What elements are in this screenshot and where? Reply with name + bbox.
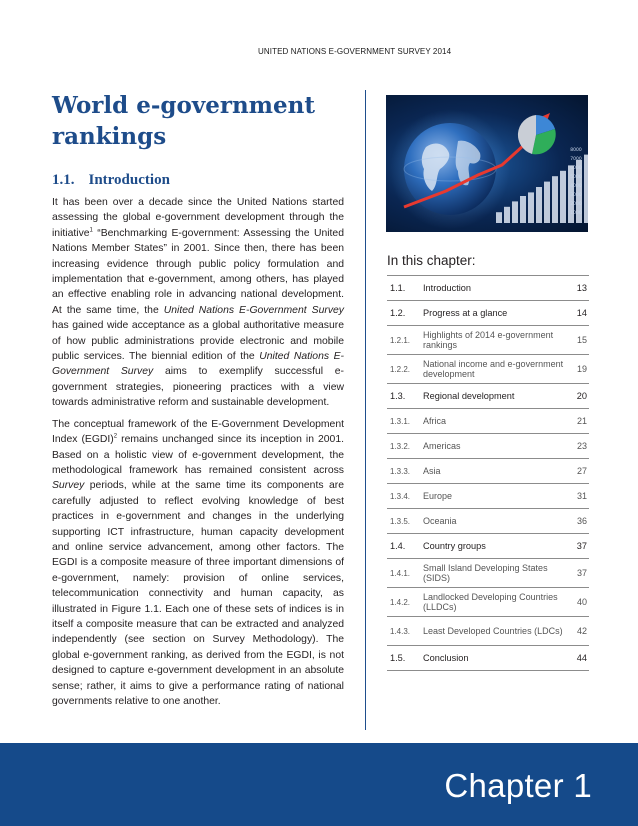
toc-entry-number: 1.5. <box>390 653 406 663</box>
p1-text-4: aims to exemplify successful e-government strategies, pioneering practices with a view towards administrative reform and sustainable development. <box>52 366 345 409</box>
toc-entry[interactable] <box>387 275 589 300</box>
footnote-1: 1 <box>89 227 93 234</box>
scale-label: 3000 <box>570 193 582 198</box>
title-line-1: World e-government <box>52 92 315 119</box>
scale-label: 6000 <box>570 166 582 171</box>
toc-entry-title: Asia <box>423 465 441 476</box>
title-line-2: rankings <box>52 123 167 150</box>
survey-title-1: United Nations E-Government Survey <box>163 304 344 316</box>
toc-entry[interactable] <box>387 458 589 483</box>
illustration-bar <box>496 212 502 223</box>
toc-entry-title: Progress at a glance <box>423 307 508 318</box>
toc-entry-number: 1.3.1. <box>390 416 411 426</box>
toc-entry-title: Americas <box>423 440 461 451</box>
survey-word: Survey <box>52 480 85 492</box>
survey-title-2: United Nations E-Government Survey <box>52 351 344 378</box>
scale-label: 7000 <box>570 157 582 162</box>
chapter-label: Chapter 1 <box>444 767 592 804</box>
toc-entry-page: 37 <box>576 568 587 578</box>
toc-entry-page: 21 <box>576 416 587 426</box>
scale-label: 8000 <box>570 148 582 153</box>
p2-text-1: The conceptual framework of the E-Government Development Index (EGDI) <box>52 418 344 446</box>
toc-entry-title: Oceania <box>423 515 457 526</box>
illustration-bar <box>504 207 510 223</box>
toc-entry-number: 1.2.2. <box>390 364 411 374</box>
p2-text-2: remains unchanged since its inception in 2001. Based on a holistic view of e-government development, the methodological framework has remained consistent across <box>52 434 345 476</box>
left-column <box>52 90 344 715</box>
running-head: UNITED NATIONS E-GOVERNMENT SURVEY 2014 <box>258 47 452 56</box>
toc-entry-number: 1.3.3. <box>390 466 411 476</box>
toc-entry[interactable] <box>387 533 589 558</box>
illustration-bar <box>584 155 588 223</box>
toc-entry-number: 1.2.1. <box>390 335 411 345</box>
scale-label: 5000 <box>570 175 582 180</box>
toc-entry-page: 14 <box>576 308 587 318</box>
toc-entry-page: 27 <box>576 466 587 476</box>
illustration-bar <box>552 176 558 223</box>
toc-entry[interactable] <box>387 587 589 616</box>
toc-entry-title: Introduction <box>423 282 472 293</box>
p1-text-1: It has been over a decade since the United Nations started assessing the global e-government development through the initiative <box>52 197 344 239</box>
toc-entry-page: 19 <box>576 364 587 374</box>
toc-entry-page: 15 <box>576 335 587 345</box>
toc-entry[interactable] <box>387 483 589 508</box>
toc-entry-title: Regional development <box>423 390 515 401</box>
intro-paragraph-2 <box>52 417 344 710</box>
toc-entry-page: 20 <box>576 391 587 401</box>
intro-paragraph-1 <box>52 195 344 411</box>
chapter-contents-table <box>387 275 589 671</box>
column-divider <box>365 90 366 730</box>
toc-entry[interactable] <box>387 645 589 671</box>
illustration-bar <box>544 182 550 223</box>
toc-entry-number: 1.3.4. <box>390 491 411 501</box>
toc-entry-number: 1.1. <box>390 283 406 293</box>
illustration-bar <box>520 196 526 223</box>
scale-label: 4000 <box>570 184 582 189</box>
p1-text-2: “Benchmarking E-government: Assessing the United Nations Member States” in 2001. Since then, there has been increasing evidence through public policy formulation and implementation that e-government, among others, has played an effective enabling role in advancing national development. At the same time, the <box>52 227 344 316</box>
toc-entry-title: Highlights of 2014 e-government rankings <box>423 329 554 350</box>
p2-text-3: periods, while at the same time its components are carefully adjusted to reflect evolving knowledge of best practices in e-government and changes in the underlying supporting ICT infrastructure, human capacity development and online service advancement, among other factors. The EGDI is a composite measure of three important dimensions of e-government, namely: provision of online services, telecommunication connectivity and human capacity, as illustrated in Figure 1.1. Each one of these sets of indices is in itself a composite measure that can be extracted and analyzed independently (see section on Survey Methodology). The global e-government ranking, as derived from the EGDI, is not designed to capture e-government development in an absolute sense; rather, it aims to give a performance rating of national governments relative to one another. <box>52 480 344 707</box>
toc-entry-page: 42 <box>576 626 587 636</box>
pie-chart-icon <box>518 115 556 154</box>
toc-entry[interactable] <box>387 325 589 354</box>
toc-entry-page: 31 <box>576 491 587 501</box>
toc-entry-number: 1.3. <box>390 391 406 401</box>
toc-entry[interactable] <box>387 558 589 587</box>
section-title: Introduction <box>88 172 170 188</box>
toc-entry-page: 23 <box>576 441 587 451</box>
toc-heading: In this chapter: <box>387 253 476 268</box>
toc-entry-page: 13 <box>576 283 587 293</box>
toc-entry-page: 40 <box>576 597 587 607</box>
toc-entry-title: Least Developed Countries (LDCs) <box>423 625 563 636</box>
illustration-bar <box>512 201 518 223</box>
toc-entry-number: 1.3.5. <box>390 516 411 526</box>
globe-chart-illustration <box>386 95 588 232</box>
toc-entry-title: Small Island Developing States (SIDS) <box>423 562 548 583</box>
toc-entry-page: 37 <box>576 541 587 551</box>
toc-entry[interactable] <box>387 354 589 383</box>
toc-entry-number: 1.4. <box>390 541 406 551</box>
toc-entry-number: 1.4.3. <box>390 626 411 636</box>
toc-entry-title: Europe <box>423 490 453 501</box>
toc-entry-title: Africa <box>423 415 447 426</box>
toc-entry-number: 1.3.2. <box>390 441 411 451</box>
toc-entry[interactable] <box>387 616 589 645</box>
illustration-bar <box>560 171 566 223</box>
toc-entry-number: 1.4.1. <box>390 568 411 578</box>
scale-label: 2000 <box>570 202 582 207</box>
illustration-bar <box>528 192 534 223</box>
page-title <box>52 90 344 152</box>
toc-entry-number: 1.4.2. <box>390 597 411 607</box>
toc-entry-page: 44 <box>576 653 587 663</box>
illustration-bar <box>536 187 542 223</box>
toc-entry-title: Landlocked Developing Countries (LLDCs) <box>423 591 558 612</box>
toc-entry-title: National income and e-government development <box>423 358 564 379</box>
toc-entry-title: Country groups <box>423 540 486 551</box>
toc-entry[interactable] <box>387 383 589 408</box>
toc-entry[interactable] <box>387 300 589 325</box>
section-heading <box>52 172 344 189</box>
toc-entry-page: 36 <box>576 516 587 526</box>
toc-entry[interactable] <box>387 408 589 433</box>
section-number: 1.1. <box>52 172 75 188</box>
footnote-2: 2 <box>113 433 118 440</box>
toc-entry-number: 1.2. <box>390 308 406 318</box>
toc-entry[interactable] <box>387 508 589 533</box>
globe-chart-graphic <box>386 95 588 232</box>
toc-entry[interactable] <box>387 433 589 458</box>
scale-label: 1000 <box>570 211 582 216</box>
toc-entry-title: Conclusion <box>423 652 469 663</box>
p1-text-3: has gained wide acceptance as a global authoritative measure of how public administrations provide electronic and mobile public services. The biennial edition of the <box>52 320 344 363</box>
